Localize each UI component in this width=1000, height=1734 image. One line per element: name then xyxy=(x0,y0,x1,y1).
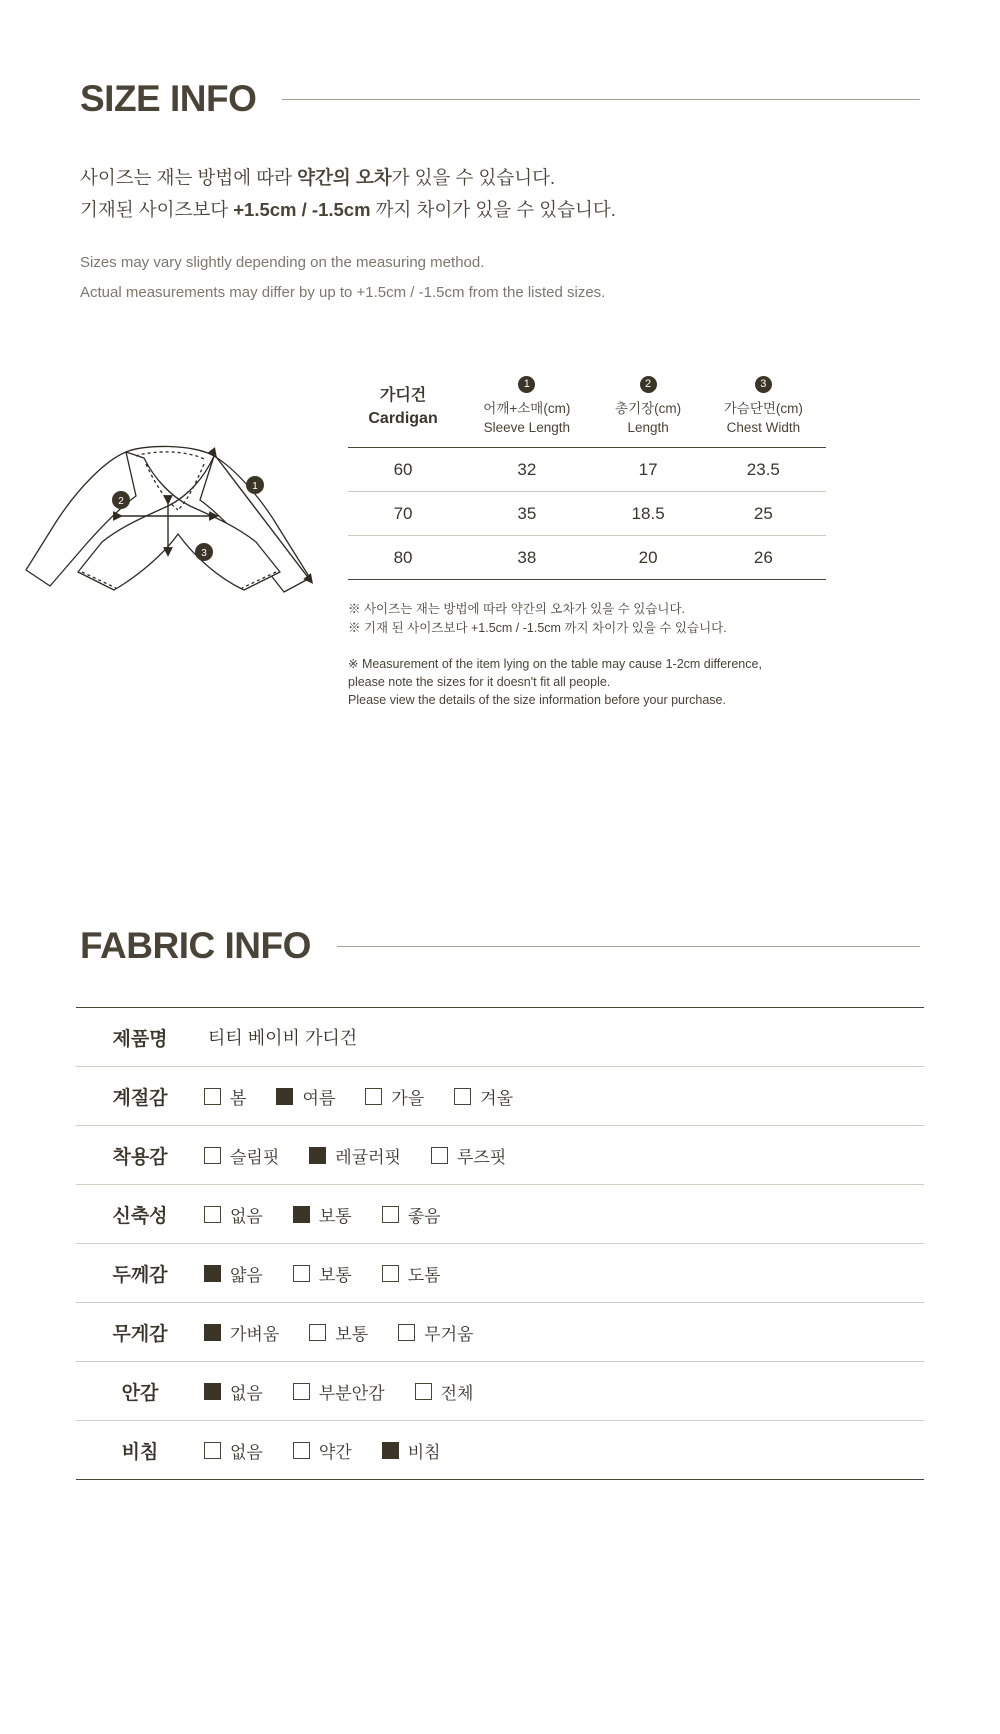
option-label: 보통 xyxy=(318,1265,352,1285)
header-length-en: Length xyxy=(627,420,669,435)
diagram-marker-2 xyxy=(112,491,130,509)
fabric-row-lining xyxy=(76,1362,924,1421)
table-row xyxy=(348,536,826,580)
option-thickness-normal[interactable] xyxy=(293,1261,352,1286)
checkbox-icon[interactable] xyxy=(415,1383,432,1400)
fabric-row-weight xyxy=(76,1303,924,1362)
size-info-en-note-1: Sizes may vary slightly depending on the measuring method. xyxy=(80,254,485,271)
option-sheerness-sheer[interactable] xyxy=(382,1438,441,1463)
option-weight-heavy[interactable] xyxy=(398,1320,473,1345)
header-cardigan-en: Cardigan xyxy=(368,409,438,427)
table-row xyxy=(348,492,826,536)
checkbox-icon[interactable] xyxy=(454,1088,471,1105)
size-table-header-chest xyxy=(701,375,826,448)
option-fit-loose[interactable] xyxy=(431,1143,506,1168)
fabric-row-fit xyxy=(76,1126,924,1185)
header-badge-2: 2 xyxy=(640,376,657,393)
size-cell-size: 70 xyxy=(348,492,458,536)
diagram-marker-2-label: 2 xyxy=(118,496,124,507)
ko-note-2-emphasis: +1.5cm / -1.5cm xyxy=(233,199,371,220)
diagram-marker-3-label: 3 xyxy=(201,548,207,559)
fabric-info-section xyxy=(80,925,920,967)
option-label: 없음 xyxy=(230,1383,263,1403)
checkbox-icon[interactable] xyxy=(431,1147,448,1164)
fabric-label: 제품명 xyxy=(112,1028,168,1050)
fabric-options xyxy=(204,1320,924,1345)
size-cell-length: 20 xyxy=(596,536,701,580)
header-badge-3: 3 xyxy=(755,376,772,393)
size-cell-sleeve: 35 xyxy=(458,492,595,536)
size-table-header-row xyxy=(348,375,826,448)
fabric-row-thickness xyxy=(76,1244,924,1303)
fabric-label: 계절감 xyxy=(112,1087,168,1109)
option-label: 없음 xyxy=(230,1442,263,1462)
heading-divider xyxy=(282,99,920,100)
option-label: 봄 xyxy=(230,1088,247,1108)
header-sleeve-ko: 어깨+소매(cm) xyxy=(483,401,571,416)
option-lining-full[interactable] xyxy=(415,1379,474,1404)
fabric-options xyxy=(204,1379,924,1404)
option-label: 가을 xyxy=(391,1088,425,1108)
size-note-en-1: ※ Measurement of the item lying on the table may cause 1-2cm difference, xyxy=(348,657,762,671)
option-stretch-good[interactable] xyxy=(382,1202,441,1227)
option-label: 부분안감 xyxy=(318,1383,385,1403)
ko-note-1-part-c: 가 있을 수 있습니다. xyxy=(391,167,556,188)
ko-note-1-part-a: 사이즈는 재는 방법에 따라 xyxy=(80,167,298,188)
size-cell-sleeve: 32 xyxy=(458,448,595,492)
checkbox-icon[interactable] xyxy=(398,1324,415,1341)
checkbox-icon[interactable] xyxy=(204,1206,221,1223)
option-label: 보통 xyxy=(318,1206,352,1226)
fabric-info-heading xyxy=(80,925,920,967)
fabric-row-sheerness xyxy=(76,1421,924,1480)
header-chest-en: Chest Width xyxy=(726,420,801,435)
checkbox-icon[interactable] xyxy=(293,1265,310,1282)
size-cell-chest: 25 xyxy=(701,492,826,536)
size-note-ko-2: ※ 기재 된 사이즈보다 +1.5cm / -1.5cm 까지 차이가 있을 수 있습니다. xyxy=(348,621,727,635)
size-note-en-2: please note the sizes for it doesn't fit all people. xyxy=(348,675,611,689)
option-label: 얇음 xyxy=(230,1265,263,1285)
option-label: 보통 xyxy=(335,1324,369,1344)
fabric-options xyxy=(204,1084,924,1109)
fabric-options xyxy=(204,1261,924,1286)
option-label: 슬림핏 xyxy=(230,1147,280,1167)
size-info-ko-note-1 xyxy=(80,162,920,194)
fabric-row-season xyxy=(76,1067,924,1126)
option-thickness-thick[interactable] xyxy=(382,1261,441,1286)
checkbox-icon[interactable] xyxy=(204,1265,221,1282)
size-info-section xyxy=(80,78,920,308)
option-stretch-none[interactable] xyxy=(204,1202,263,1227)
option-label: 여름 xyxy=(302,1088,336,1108)
option-weight-light[interactable] xyxy=(204,1320,279,1345)
cardigan-diagram xyxy=(18,430,338,610)
header-badge-1: 1 xyxy=(518,376,535,393)
size-note-en-block xyxy=(348,655,878,709)
option-stretch-normal[interactable] xyxy=(293,1202,352,1227)
diagram-marker-3 xyxy=(195,543,213,561)
option-season-winter[interactable] xyxy=(454,1084,513,1109)
fabric-info-title: FABRIC INFO xyxy=(80,925,311,966)
diagram-marker-1 xyxy=(246,476,264,494)
checkbox-icon[interactable] xyxy=(309,1147,326,1164)
option-label: 비침 xyxy=(407,1442,441,1462)
checkbox-icon[interactable] xyxy=(276,1088,293,1105)
option-lining-none[interactable] xyxy=(204,1379,263,1404)
option-fit-slim[interactable] xyxy=(204,1143,279,1168)
fabric-label: 무게감 xyxy=(112,1323,168,1345)
option-label: 가벼움 xyxy=(230,1324,280,1344)
ko-note-1-emphasis: 약간의 오차 xyxy=(297,167,392,188)
fabric-options xyxy=(204,1438,924,1463)
option-season-fall[interactable] xyxy=(365,1084,424,1109)
size-cell-sleeve: 38 xyxy=(458,536,595,580)
option-sheerness-slight[interactable] xyxy=(293,1438,352,1463)
checkbox-icon[interactable] xyxy=(382,1265,399,1282)
size-cell-chest: 26 xyxy=(701,536,826,580)
fabric-label: 안감 xyxy=(121,1382,159,1404)
ko-note-2-part-a: 기재된 사이즈보다 xyxy=(80,199,234,220)
size-table-body xyxy=(348,448,826,580)
option-weight-normal[interactable] xyxy=(309,1320,368,1345)
header-cardigan-ko: 가디건 xyxy=(379,386,427,404)
size-cell-size: 60 xyxy=(348,448,458,492)
option-label: 무거움 xyxy=(424,1324,474,1344)
checkbox-icon[interactable] xyxy=(293,1383,310,1400)
checkbox-icon[interactable] xyxy=(204,1383,221,1400)
cardigan-illustration-svg xyxy=(18,430,338,610)
size-info-en-note-2: Actual measurements may differ by up to +1.5cm / -1.5cm from the listed sizes. xyxy=(80,284,606,301)
size-notes xyxy=(348,600,878,709)
option-label: 루즈핏 xyxy=(456,1147,507,1167)
fabric-row-product-name xyxy=(76,1007,924,1067)
fabric-options xyxy=(204,1202,924,1227)
checkbox-icon[interactable] xyxy=(204,1324,221,1341)
fabric-label: 신축성 xyxy=(112,1205,168,1227)
size-table xyxy=(348,375,826,580)
option-label: 좋음 xyxy=(407,1206,441,1226)
header-sleeve-en: Sleeve Length xyxy=(483,420,570,435)
fabric-table xyxy=(76,1007,924,1480)
option-label: 전체 xyxy=(440,1383,474,1403)
size-table-header-length xyxy=(596,375,701,448)
checkbox-icon[interactable] xyxy=(382,1206,399,1223)
size-note-ko-1: ※ 사이즈는 재는 방법에 따라 약간의 오차가 있을 수 있습니다. xyxy=(348,602,686,616)
ko-note-2-part-c: 까지 차이가 있을 수 있습니다. xyxy=(370,199,616,220)
size-info-korean-notes xyxy=(80,162,920,226)
option-season-spring[interactable] xyxy=(204,1084,246,1109)
size-table-head xyxy=(348,375,826,448)
fabric-label: 두께감 xyxy=(112,1264,168,1286)
option-thickness-thin[interactable] xyxy=(204,1261,263,1286)
size-cell-chest: 23.5 xyxy=(701,448,826,492)
checkbox-icon[interactable] xyxy=(293,1442,310,1459)
option-label: 도톰 xyxy=(407,1265,441,1285)
size-cell-size: 80 xyxy=(348,536,458,580)
option-label: 레귤러핏 xyxy=(335,1147,401,1167)
checkbox-icon[interactable] xyxy=(382,1442,399,1459)
table-row xyxy=(348,448,826,492)
diagram-marker-1-label: 1 xyxy=(252,481,258,492)
option-label: 약간 xyxy=(318,1442,352,1462)
option-sheerness-none[interactable] xyxy=(204,1438,263,1463)
option-fit-regular[interactable] xyxy=(309,1143,401,1168)
option-season-summer[interactable] xyxy=(276,1084,335,1109)
size-info-ko-note-2 xyxy=(80,194,920,226)
checkbox-icon[interactable] xyxy=(204,1442,221,1459)
size-info-title: SIZE INFO xyxy=(80,78,257,119)
header-length-ko: 총기장(cm) xyxy=(615,401,682,416)
fabric-label: 착용감 xyxy=(112,1146,168,1168)
fabric-row-stretch xyxy=(76,1185,924,1244)
size-cell-length: 18.5 xyxy=(596,492,701,536)
size-info-heading xyxy=(80,78,920,120)
size-cell-length: 17 xyxy=(596,448,701,492)
heading-divider xyxy=(337,946,920,947)
fabric-value: 티티 베이비 가디건 xyxy=(208,1028,358,1048)
option-label: 겨울 xyxy=(480,1088,514,1108)
fabric-label: 비침 xyxy=(121,1441,159,1463)
header-chest-ko: 가슴단면(cm) xyxy=(723,401,803,416)
size-table-header-sleeve xyxy=(458,375,595,448)
fabric-options xyxy=(204,1143,924,1168)
option-label: 없음 xyxy=(230,1206,263,1226)
checkbox-icon[interactable] xyxy=(309,1324,326,1341)
size-table-header-cardigan xyxy=(348,375,458,448)
size-table-wrap xyxy=(348,375,826,580)
option-lining-partial[interactable] xyxy=(293,1379,385,1404)
checkbox-icon[interactable] xyxy=(204,1147,221,1164)
checkbox-icon[interactable] xyxy=(365,1088,382,1105)
checkbox-icon[interactable] xyxy=(293,1206,310,1223)
checkbox-icon[interactable] xyxy=(204,1088,221,1105)
size-note-en-3: Please view the details of the size information before your purchase. xyxy=(348,693,726,707)
size-info-english-notes xyxy=(80,248,920,308)
